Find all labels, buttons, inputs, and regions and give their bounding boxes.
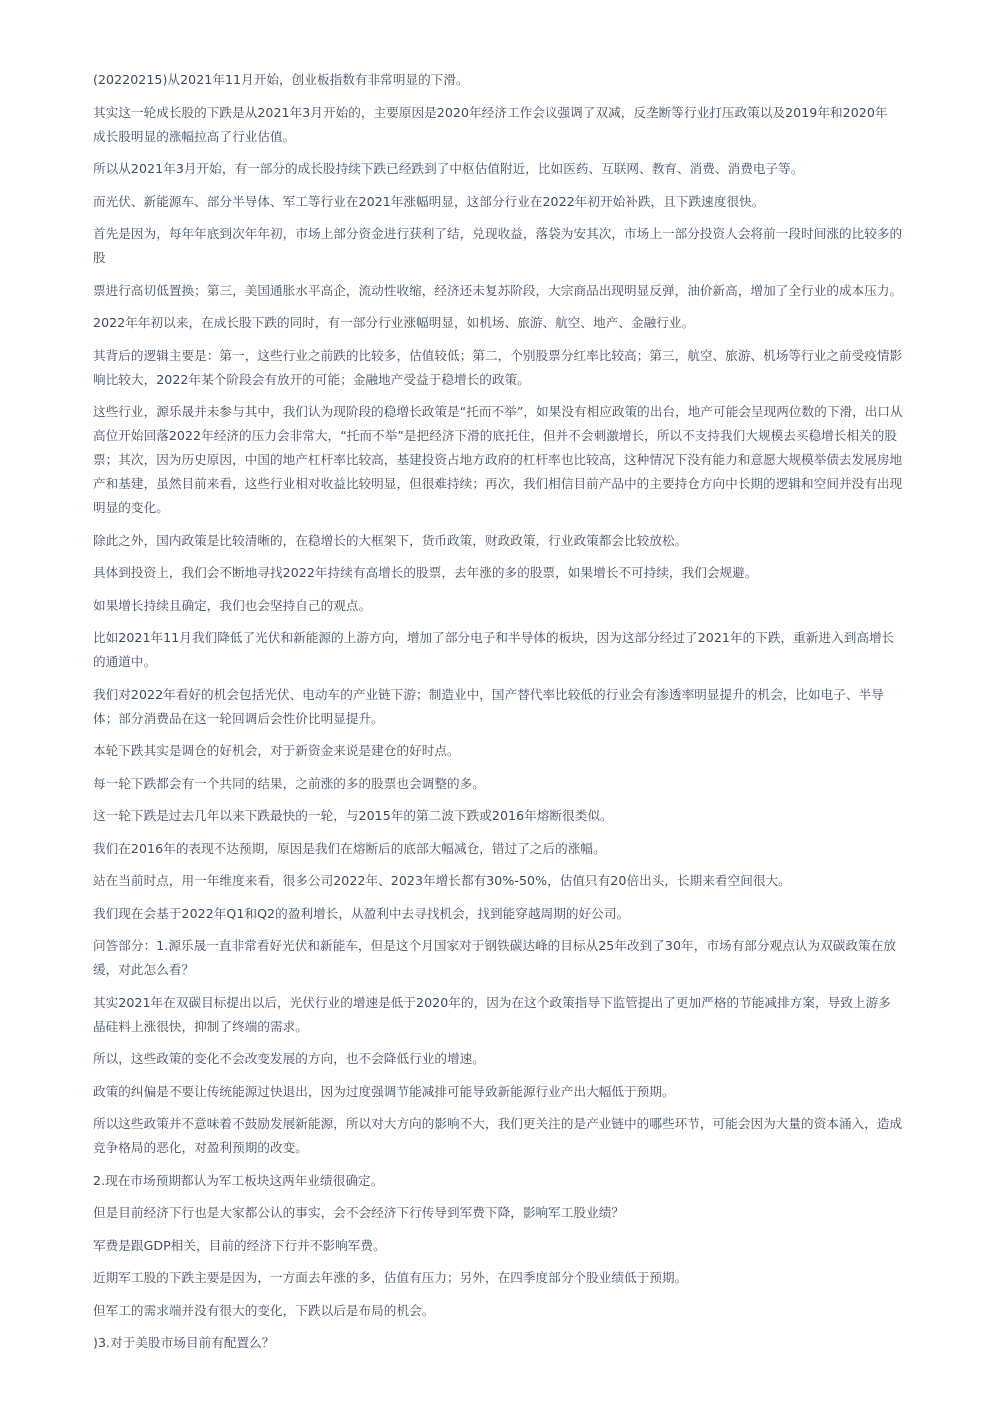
paragraph: 首先是因为，每年年底到次年年初，市场上部分资金进行获利了结，兑现收益，落袋为安其次，市场上一部分投资人会将前一段时间涨的比较多的 股 <box>93 226 903 265</box>
paragraph: 这些行业，源乐晟并未参与其中，我们认为现阶段的稳增长政策是“托而不举”，如果没有相应政策的出台，地产可能会呈现两位数的下滑，出口从 高位开始回落2022年经济的压力会非常大，“托而不举”是把经济下滑的底托住，但并不会刺激增长，所以不支持我们大规模去买稳增长相关的股 票；其次，因为历史原因，中国的地产杠杆率比较高，基建投资占地方政府的杠杆率也比较高，这种情况下没有能力和意愿大规模举债去发展房地 产和基建，虽然目前来看，这些行业相对收益比较明显，但很难持续；再次，我们相信目前产品中的主要持仓方向中长期的逻辑和空间并没有出现 明显的变化。 <box>93 404 903 515</box>
paragraph: )3.对于美股市场目前有配置么？ <box>93 1335 275 1350</box>
paragraph: 军费是跟GDP相关，目前的经济下行并不影响军费。 <box>93 1237 386 1253</box>
paragraph: 其实2021年在双碳目标提出以后，光伏行业的增速是低于2020年的，因为在这个政策指导下监管提出了更加严格的节能减排方案，导致上游多 晶硅料上涨很快，抑制了终端的需求。 <box>93 994 891 1034</box>
paragraph: 所以这些政策并不意味着不鼓励发展新能源，所以对大方向的影响不大，我们更关注的是产业链中的哪些环节，可能会因为大量的资本涌入，造成 竞争格局的恶化，对盈利预期的改变。 <box>93 1116 903 1155</box>
paragraph: (20220215)从2021年11月开始，创业板指数有非常明显的下滑。 <box>93 72 469 87</box>
paragraph: 近期军工股的下跌主要是因为，一方面去年涨的多，估值有压力；另外，在四季度部分个股业绩低于预期。 <box>93 1270 688 1285</box>
paragraph: 所以，这些政策的变化不会改变发展的方向，也不会降低行业的增速。 <box>93 1051 485 1066</box>
paragraph: 政策的纠偏是不要让传统能源过快退出，因为过度强调节能减排可能导致新能源行业产出大幅低于预期。 <box>93 1083 675 1099</box>
paragraph: 其实这一轮成长股的下跌是从2021年3月开始的，主要原因是2020年经济工作会议强调了双减，反垄断等行业打压政策以及2019年和2020年 成长股明显的涨幅拉高了行业估值。 <box>93 104 888 144</box>
paragraph: 我们对2022年看好的机会包括光伏、电动车的产业链下游；制造业中，国产替代率比较低的行业会有渗透率明显提升的机会，比如电子、半导 体；部分消费品在这一轮回调后会性价比明显提升。 <box>93 686 884 726</box>
paragraph: 本轮下跌其实是调仓的好机会，对于新资金来说是建仓的好时点。 <box>93 743 460 758</box>
document-body <box>93 68 945 1364</box>
paragraph: 比如2021年11月我们降低了光伏和新能源的上游方向，增加了部分电子和半导体的板块，因为这部分经过了2021年的下跌，重新进入到高增长 的通道中。 <box>93 630 895 669</box>
paragraph: 其背后的逻辑主要是：第一，这些行业之前跌的比较多，估值较低；第二，个别股票分红率比较高；第三，航空、旅游、机场等行业之前受疫情影 响比较大，2022年某个阶段会有放开的可能；金融地产受益于稳增长的政策。 <box>93 347 903 387</box>
paragraph: 问答部分：1.源乐晟一直非常看好光伏和新能车，但是这个月国家对于钢铁碳达峰的目标从25年改到了30年，市场有部分观点认为双碳政策在放 缓，对此怎么看？ <box>93 938 896 977</box>
paragraph: 我们在2016年的表现不达预期，原因是我们在熔断后的底部大幅减仓，错过了之后的涨幅。 <box>93 840 606 856</box>
paragraph: 每一轮下跌都会有一个共同的结果，之前涨的多的股票也会调整的多。 <box>93 775 485 791</box>
paragraph: 站在当前时点，用一年维度来看，很多公司2022年、2023年增长都有30%-50%，估值只有20倍出头，长期来看空间很大。 <box>93 873 791 888</box>
paragraph: 但军工的需求端并没有很大的变化，下跌以后是布局的机会。 <box>93 1302 435 1318</box>
paragraph: 所以从2021年3月开始，有一部分的成长股持续下跌已经跌到了中枢估值附近，比如医药、互联网、教育、消费、消费电子等。 <box>93 161 804 176</box>
paragraph: 但是目前经济下行也是大家都公认的事实，会不会经济下行传导到军费下降，影响军工股业绩？ <box>93 1205 625 1220</box>
paragraph: 2022年年初以来，在成长股下跌的同时，有一部分行业涨幅明显，如机场、旅游、航空、地产、金融行业。 <box>93 315 695 330</box>
paragraph: 具体到投资上，我们会不断地寻找2022年持续有高增长的股票，去年涨的多的股票，如果增长不可持续，我们会规避。 <box>93 565 758 580</box>
paragraph: 我们现在会基于2022年Q1和Q2的盈利增长，从盈利中去寻找机会，找到能穿越周期的好公司。 <box>93 905 630 921</box>
paragraph: 票进行高切低置换；第三，美国通胀水平高企，流动性收缩，经济还未复苏阶段，大宗商品出现明显反弹，油价新高，增加了全行业的成本压力。 <box>93 282 903 298</box>
paragraph: 而光伏、新能源车、部分半导体、军工等行业在2021年涨幅明显，这部分行业在2022年初开始补跌，且下跌速度很快。 <box>93 193 765 209</box>
paragraph: 如果增长持续且确定，我们也会坚持自己的观点。 <box>93 597 372 613</box>
paragraph: 除此之外，国内政策是比较清晰的，在稳增长的大框架下，货币政策，财政政策，行业政策都会比较放松。 <box>93 532 688 548</box>
paragraph: 2.现在市场预期都认为军工板块这两年业绩很确定。 <box>93 1172 384 1188</box>
paragraph: 这一轮下跌是过去几年以来下跌最快的一轮，与2015年的第二波下跌或2016年熔断很类似。 <box>93 808 613 823</box>
